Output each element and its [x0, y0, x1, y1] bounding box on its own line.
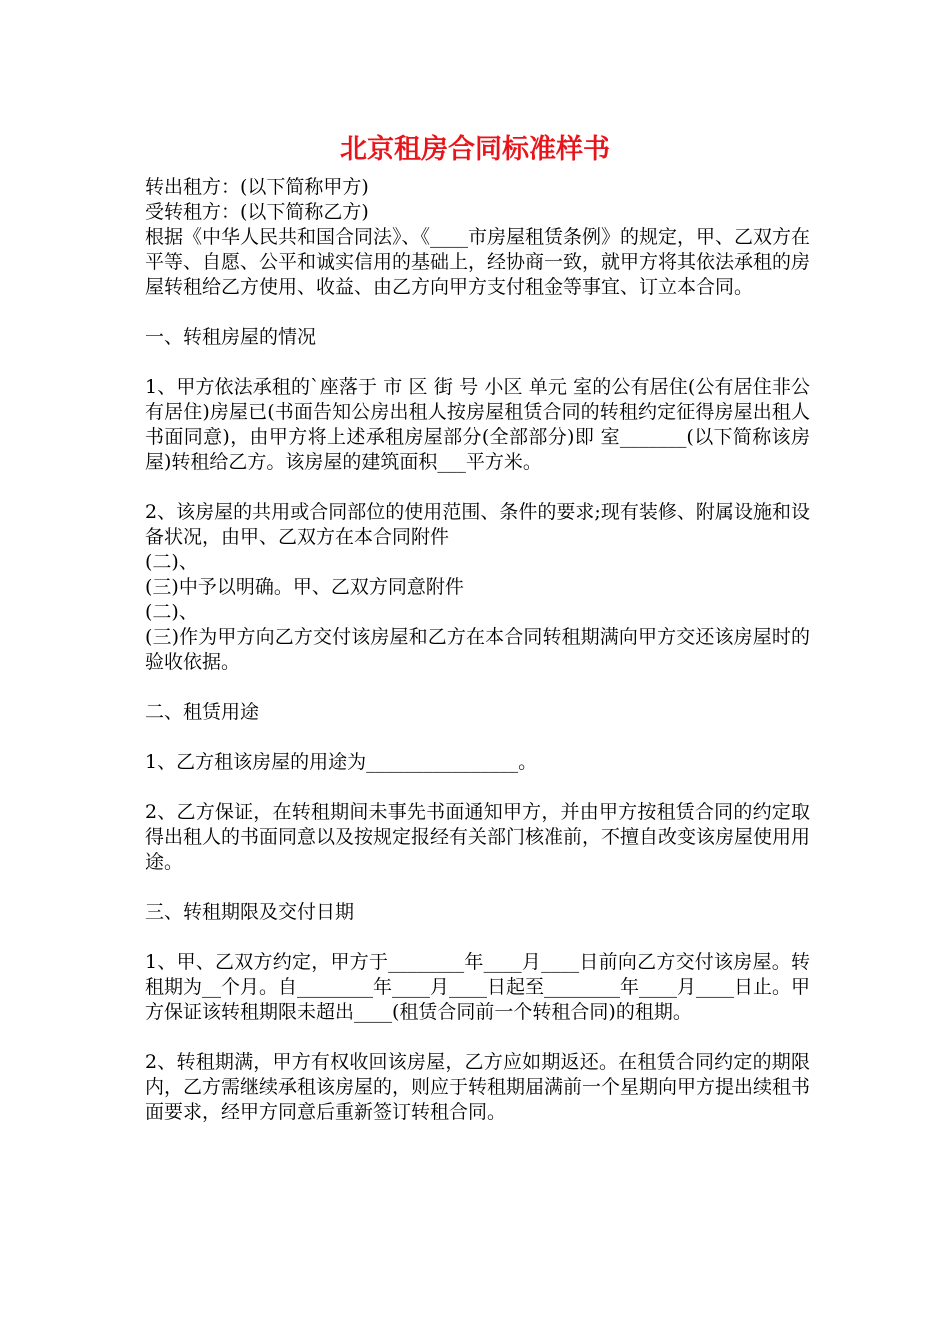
- party-b-line: 受转租方：(以下简称乙方): [145, 201, 369, 223]
- section-heading-2: 二、租赁用途: [145, 701, 260, 723]
- clause-1-2-line: (三)作为甲方向乙方交付该房屋和乙方在本合同转租期满向甲方交还该房屋时的验收依据。: [145, 626, 810, 673]
- party-a-line: 转出租方：(以下简称甲方): [145, 176, 369, 198]
- clause-1-2: 2、该房屋的共用或合同部位的使用范围、条件的要求;现有装修、附属设施和设备状况，由甲、乙双方在本合同附件: [145, 501, 810, 548]
- section-heading-3: 三、转租期限及交付日期: [145, 901, 355, 923]
- clause-1-2-line: (二)、: [145, 601, 198, 623]
- clause-2-2: 2、乙方保证，在转租期间未事先书面通知甲方，并由甲方按租赁合同的约定取得出租人的书面同意以及按规定报经有关部门核准前，不擅自改变该房屋使用用途。: [145, 801, 811, 873]
- clause-1-2-line: (三)中予以明确。甲、乙双方同意附件: [145, 576, 464, 598]
- clause-2-1: 1、乙方租该房屋的用途为________________。: [145, 751, 538, 773]
- section-heading-1: 一、转租房屋的情况: [145, 326, 317, 348]
- document-title: 北京租房合同标准样书: [340, 134, 610, 165]
- clause-3-2: 2、转租期满，甲方有权收回该房屋，乙方应如期返还。在租赁合同约定的期限内，乙方需继续承租该房屋的，则应于转租期届满前一个星期向甲方提出续租书面要求，经甲方同意后重新签订转租合同。: [145, 1051, 811, 1123]
- clause-3-1: 1、甲、乙双方约定，甲方于________年____月____日前向乙方交付该房屋。转租期为__个月。自________年____月____日起至________年____月____日止。甲方保证该转租期限未超出____(租赁合同前一个转租合同)的租期。: [145, 951, 811, 1023]
- preamble-paragraph: 根据《中华人民共和国合同法》、《____市房屋租赁条例》的规定，甲、乙双方在平等、自愿、公平和诚实信用的基础上，经协商一致，就甲方将其依法承租的房屋转租给乙方使用、收益、由乙方向甲方支付租金等事宜、订立本合同。: [145, 226, 811, 298]
- clause-1-1: 1、甲方依法承租的`座落于 市 区 街 号 小区 单元 室的公有居住(公有居住非公有居住)房屋已(书面告知公房出租人按房屋租赁合同的转租约定征得房屋出租人书面同意)，由甲方将上述承租房屋部分(全部部分)即 室_______(以下简称该房屋)转租给乙方。该房屋的建筑面积___平方米。: [145, 376, 810, 473]
- document-body: [145, 175, 810, 1125]
- clause-1-2-line: (二)、: [145, 551, 198, 573]
